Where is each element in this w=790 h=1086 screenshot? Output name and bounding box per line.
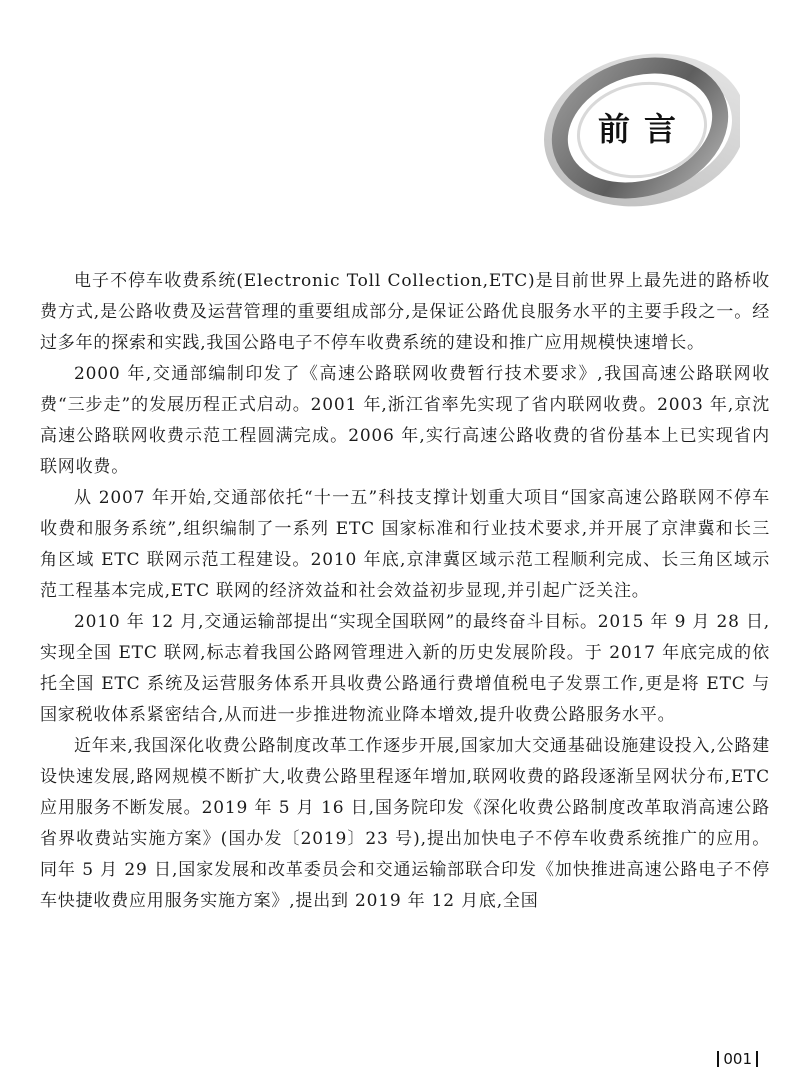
- page-number-text: 001: [723, 1050, 752, 1068]
- folio-bar-left: [717, 1051, 719, 1067]
- folio-bar-right: [756, 1051, 758, 1067]
- page-number: [713, 1050, 762, 1068]
- page-title: 前言: [598, 110, 691, 148]
- paragraph: 电子不停车收费系统(Electronic Toll Collection,ETC)是目前世界上最先进的路桥收费方式,是公路收费及运营管理的重要组成部分,是保证公路优良服务水平的主要手段之一。经过多年的探索和实践,我国公路电子不停车收费系统的建设和推广应用规模快速增长。: [40, 271, 770, 353]
- paragraph: 2000 年,交通部编制印发了《高速公路联网收费暂行技术要求》,我国高速公路联网收费“三步走”的发展历程正式启动。2001 年,浙江省率先实现了省内联网收费。2003 年,京沈高速公路联网收费示范工程圆满完成。2006 年,实行高速公路收费的省份基本上已实现省内联网收费。: [40, 364, 770, 477]
- paragraph: 近年来,我国深化收费公路制度改革工作逐步开展,国家加大交通基础设施建设投入,公路建设快速发展,路网规模不断扩大,收费公路里程逐年增加,联网收费的路段逐渐呈网状分布,ETC 应用服务不断发展。2019 年 5 月 16 日,国务院印发《深化收费公路制度改革取消高速公路省界收费站实施方案》(国办发〔2019〕23 号),提出加快电子不停车收费系统推广的应用。同年 5 月 29 日,国家发展和改革委员会和交通运输部联合印发《加快推进高速公路电子不停车快捷收费应用服务实施方案》,提出到 2019 年 12 月底,全国: [40, 736, 770, 911]
- body-text: [40, 266, 770, 917]
- paragraph: 2010 年 12 月,交通运输部提出“实现全国联网”的最终奋斗目标。2015 年 9 月 28 日,实现全国 ETC 联网,标志着我国公路网管理进入新的历史发展阶段。于 2017 年底完成的依托全国 ETC 系统及运营服务体系开具收费公路通行费增值税电子发票工作,更是将 ETC 与国家税收体系紧密结合,从而进一步推进物流业降本增效,提升收费公路服务水平。: [40, 612, 770, 725]
- paragraph: 从 2007 年开始,交通部依托“十一五”科技支撑计划重大项目“国家高速公路联网不停车收费和服务系统”,组织编制了一系列 ETC 国家标准和行业技术要求,并开展了京津冀和长三角区域 ETC 联网示范工程建设。2010 年底,京津冀区域示范工程顺利完成、长三角区域示范工程基本完成,ETC 联网的经济效益和社会效益初步显现,并引起广泛关注。: [40, 488, 770, 601]
